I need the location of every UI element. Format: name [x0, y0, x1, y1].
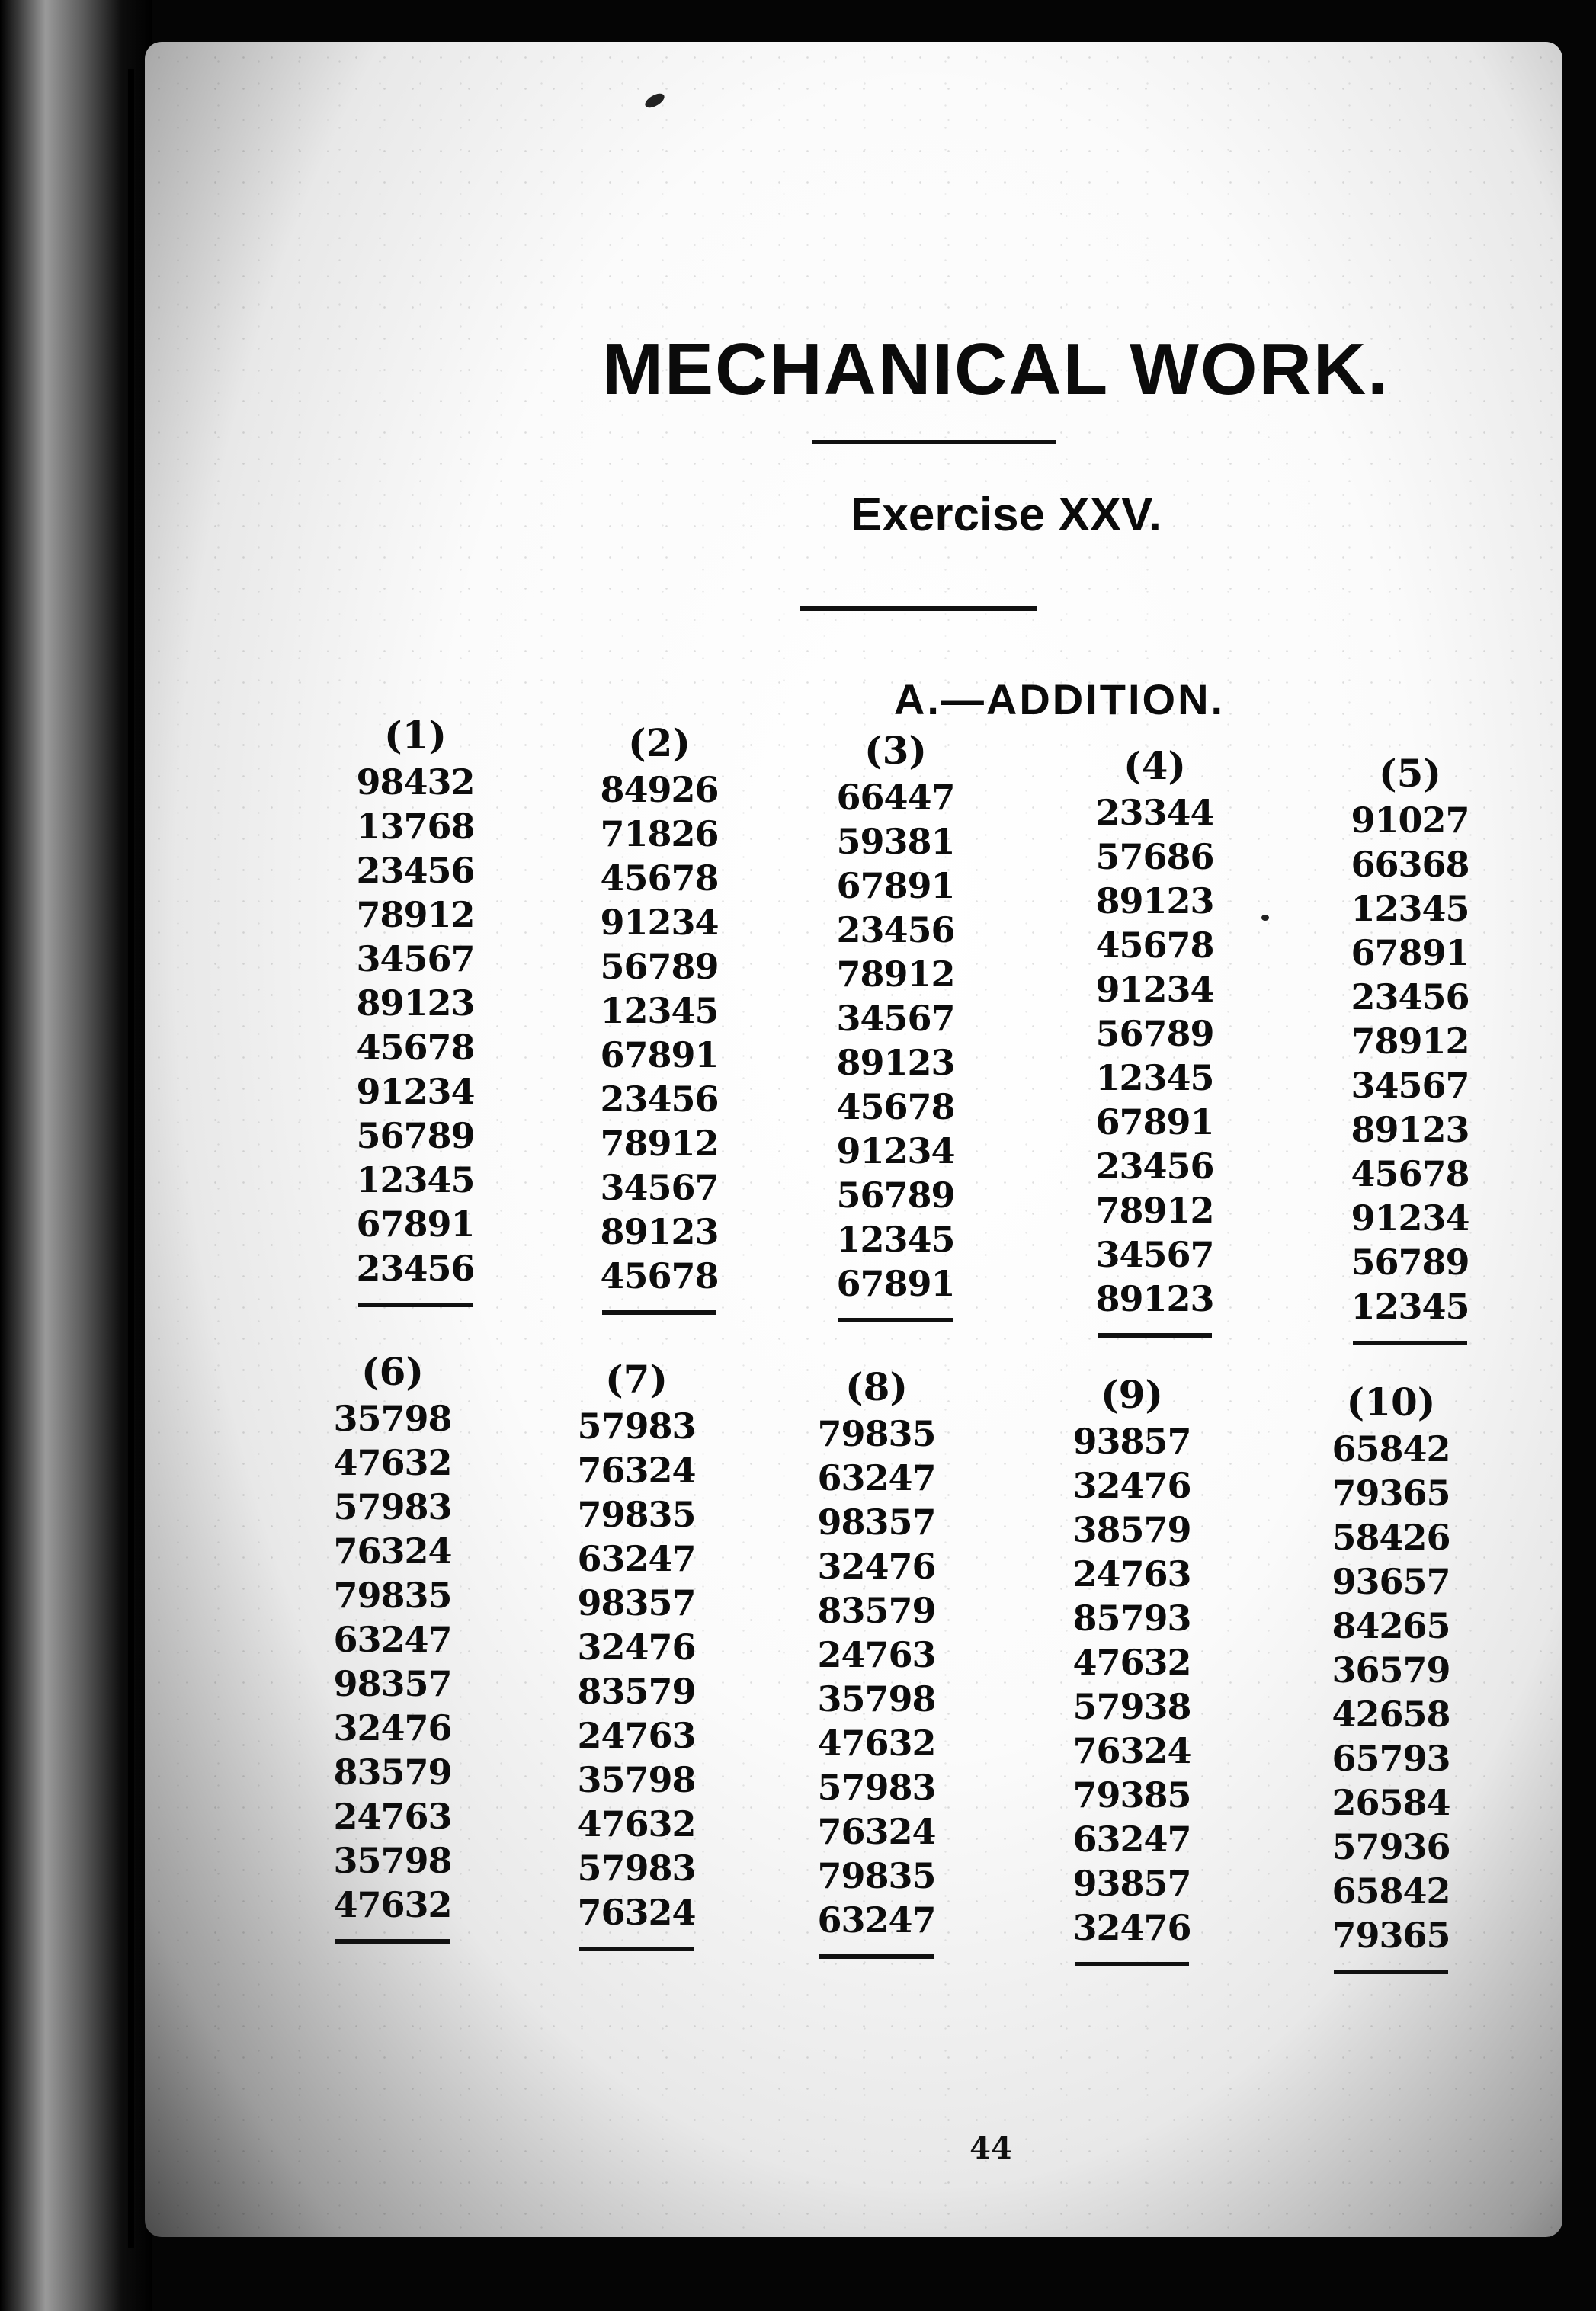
addend: 79835 — [817, 1413, 936, 1454]
addend: 35798 — [333, 1840, 452, 1881]
addend: 57983 — [577, 1848, 696, 1889]
addend: 58426 — [1332, 1517, 1450, 1558]
problem-number: (9) — [1100, 1372, 1164, 1417]
addend: 67891 — [836, 865, 955, 906]
sum-line — [838, 1318, 953, 1322]
addend: 59381 — [836, 821, 955, 862]
book-page — [145, 42, 1562, 2237]
addend: 78912 — [600, 1123, 719, 1164]
addend: 89123 — [1095, 1278, 1214, 1319]
addend: 91234 — [1351, 1197, 1469, 1239]
problem-number: (5) — [1378, 751, 1442, 796]
addend: 57686 — [1095, 836, 1214, 877]
addend: 79365 — [1332, 1915, 1450, 1956]
sum-line — [602, 1310, 716, 1315]
addend: 24763 — [1072, 1553, 1191, 1595]
addend: 45678 — [1351, 1153, 1469, 1194]
addend: 84926 — [600, 769, 719, 810]
addend: 98432 — [356, 761, 475, 803]
addend: 57983 — [577, 1406, 696, 1447]
addend: 79365 — [1332, 1473, 1450, 1514]
sum-line — [1098, 1333, 1212, 1338]
addend: 63247 — [577, 1538, 696, 1579]
addition-problem-3 — [819, 728, 972, 1322]
addend: 34567 — [836, 998, 955, 1039]
problem-number: (10) — [1346, 1380, 1436, 1425]
addend: 12345 — [1351, 888, 1469, 929]
addend: 76324 — [577, 1450, 696, 1491]
addend: 66368 — [1351, 844, 1469, 885]
problem-number: (6) — [361, 1349, 425, 1394]
addend: 56789 — [1351, 1242, 1469, 1283]
addend: 38579 — [1072, 1509, 1191, 1550]
addend: 47632 — [333, 1884, 452, 1925]
addition-problem-4 — [1078, 743, 1231, 1338]
addend: 47632 — [817, 1723, 936, 1764]
addend: 34567 — [356, 938, 475, 979]
addend: 57983 — [817, 1767, 936, 1808]
addend: 91027 — [1351, 800, 1469, 841]
addend: 67891 — [1095, 1101, 1214, 1143]
addend: 83579 — [577, 1671, 696, 1712]
addend: 63247 — [1072, 1819, 1191, 1860]
addend: 65842 — [1332, 1870, 1450, 1912]
addend: 79835 — [817, 1855, 936, 1896]
addend: 76324 — [333, 1531, 452, 1572]
addend: 47632 — [333, 1442, 452, 1483]
addend: 23456 — [356, 850, 475, 891]
addend: 91234 — [1095, 969, 1214, 1010]
addition-problem-2 — [583, 720, 736, 1315]
addend: 89123 — [836, 1042, 955, 1083]
addend: 57936 — [1332, 1826, 1450, 1867]
addend: 45678 — [356, 1027, 475, 1068]
addend: 24763 — [817, 1634, 936, 1675]
addend: 63247 — [817, 1899, 936, 1941]
addend: 35798 — [577, 1759, 696, 1800]
addend: 76324 — [577, 1892, 696, 1933]
addend: 76324 — [1072, 1730, 1191, 1771]
problem-number: (3) — [864, 728, 928, 773]
addend: 79835 — [577, 1494, 696, 1535]
addend: 36579 — [1332, 1649, 1450, 1691]
book-spine-edge — [0, 0, 152, 2311]
addend: 23456 — [1351, 976, 1469, 1018]
sum-line — [579, 1947, 694, 1951]
problem-number: (1) — [383, 713, 447, 758]
addend: 12345 — [836, 1219, 955, 1260]
addend: 32476 — [577, 1627, 696, 1668]
addend: 67891 — [836, 1263, 955, 1304]
addend: 65842 — [1332, 1428, 1450, 1470]
addend: 83579 — [817, 1590, 936, 1631]
addend: 12345 — [1351, 1286, 1469, 1327]
addend: 91234 — [836, 1130, 955, 1172]
addition-problem-1 — [339, 713, 492, 1307]
addend: 24763 — [577, 1715, 696, 1756]
addend: 83579 — [333, 1752, 452, 1793]
sum-line — [335, 1939, 450, 1944]
page-number: 44 — [969, 2130, 1012, 2166]
addend: 12345 — [356, 1159, 475, 1200]
addend: 89123 — [1095, 880, 1214, 922]
problem-number: (7) — [604, 1357, 668, 1402]
addend: 12345 — [600, 990, 719, 1031]
addend: 45678 — [1095, 925, 1214, 966]
addend: 76324 — [817, 1811, 936, 1852]
addend: 45678 — [600, 1255, 719, 1297]
addition-problem-10 — [1315, 1380, 1467, 1974]
addend: 63247 — [333, 1619, 452, 1660]
addend: 98357 — [577, 1582, 696, 1623]
sum-line — [358, 1303, 473, 1307]
problem-number: (4) — [1123, 743, 1187, 788]
addend: 23344 — [1095, 792, 1214, 833]
addend: 89123 — [356, 982, 475, 1024]
addend: 56789 — [356, 1115, 475, 1156]
addend: 93857 — [1072, 1421, 1191, 1462]
addend: 93657 — [1332, 1561, 1450, 1602]
addend: 89123 — [600, 1211, 719, 1252]
sum-line — [1334, 1970, 1448, 1974]
sum-line — [1075, 1962, 1189, 1966]
addend: 23456 — [1095, 1146, 1214, 1187]
addend: 47632 — [577, 1803, 696, 1845]
addend: 91234 — [600, 902, 719, 943]
addend: 23456 — [356, 1248, 475, 1289]
addend: 35798 — [333, 1398, 452, 1439]
addend: 78912 — [1351, 1021, 1469, 1062]
addition-problem-7 — [560, 1357, 713, 1951]
ink-speck — [643, 91, 666, 111]
problem-number: (2) — [627, 720, 691, 765]
addend: 78912 — [1095, 1190, 1214, 1231]
page-title: MECHANICAL WORK. — [602, 329, 1389, 410]
addend: 98357 — [817, 1502, 936, 1543]
problem-number: (8) — [844, 1364, 909, 1409]
addend: 56789 — [836, 1175, 955, 1216]
addend: 63247 — [817, 1457, 936, 1498]
addend: 47632 — [1072, 1642, 1191, 1683]
addend: 42658 — [1332, 1694, 1450, 1735]
addend: 98357 — [333, 1663, 452, 1704]
ink-speck — [1261, 915, 1269, 921]
addend: 23456 — [600, 1079, 719, 1120]
addend: 78912 — [836, 954, 955, 995]
addend: 32476 — [817, 1546, 936, 1587]
addition-problem-8 — [800, 1364, 953, 1959]
addend: 85793 — [1072, 1598, 1191, 1639]
addend: 56789 — [1095, 1013, 1214, 1054]
addend: 91234 — [356, 1071, 475, 1112]
addend: 35798 — [817, 1678, 936, 1720]
addend: 66447 — [836, 777, 955, 818]
addend: 78912 — [356, 894, 475, 935]
addend: 71826 — [600, 813, 719, 854]
title-rule — [812, 440, 1056, 444]
addend: 89123 — [1351, 1109, 1469, 1150]
exercise-rule — [800, 606, 1037, 611]
addition-problem-5 — [1334, 751, 1486, 1345]
addend: 56789 — [600, 946, 719, 987]
exercise-heading: Exercise XXV. — [851, 489, 1162, 541]
addend: 93857 — [1072, 1863, 1191, 1904]
addend: 12345 — [1095, 1057, 1214, 1098]
addend: 65793 — [1332, 1738, 1450, 1779]
addend: 34567 — [600, 1167, 719, 1208]
addend: 32476 — [333, 1707, 452, 1748]
addend: 84265 — [1332, 1605, 1450, 1646]
sum-line — [1353, 1341, 1467, 1345]
addend: 67891 — [1351, 932, 1469, 973]
addend: 67891 — [356, 1204, 475, 1245]
addend: 24763 — [333, 1796, 452, 1837]
addend: 34567 — [1351, 1065, 1469, 1106]
sum-line — [819, 1954, 934, 1959]
addend: 34567 — [1095, 1234, 1214, 1275]
addend: 57983 — [333, 1486, 452, 1527]
addend: 13768 — [356, 806, 475, 847]
addend: 32476 — [1072, 1465, 1191, 1506]
addend: 32476 — [1072, 1907, 1191, 1948]
addition-problem-6 — [316, 1349, 469, 1944]
addend: 79835 — [333, 1575, 452, 1616]
section-heading: A.—ADDITION. — [893, 675, 1226, 723]
addend: 79385 — [1072, 1774, 1191, 1816]
addend: 45678 — [836, 1086, 955, 1127]
addition-problem-9 — [1056, 1372, 1208, 1966]
addend: 26584 — [1332, 1782, 1450, 1823]
addend: 45678 — [600, 857, 719, 899]
addend: 57938 — [1072, 1686, 1191, 1727]
addend: 67891 — [600, 1034, 719, 1075]
addend: 23456 — [836, 909, 955, 950]
